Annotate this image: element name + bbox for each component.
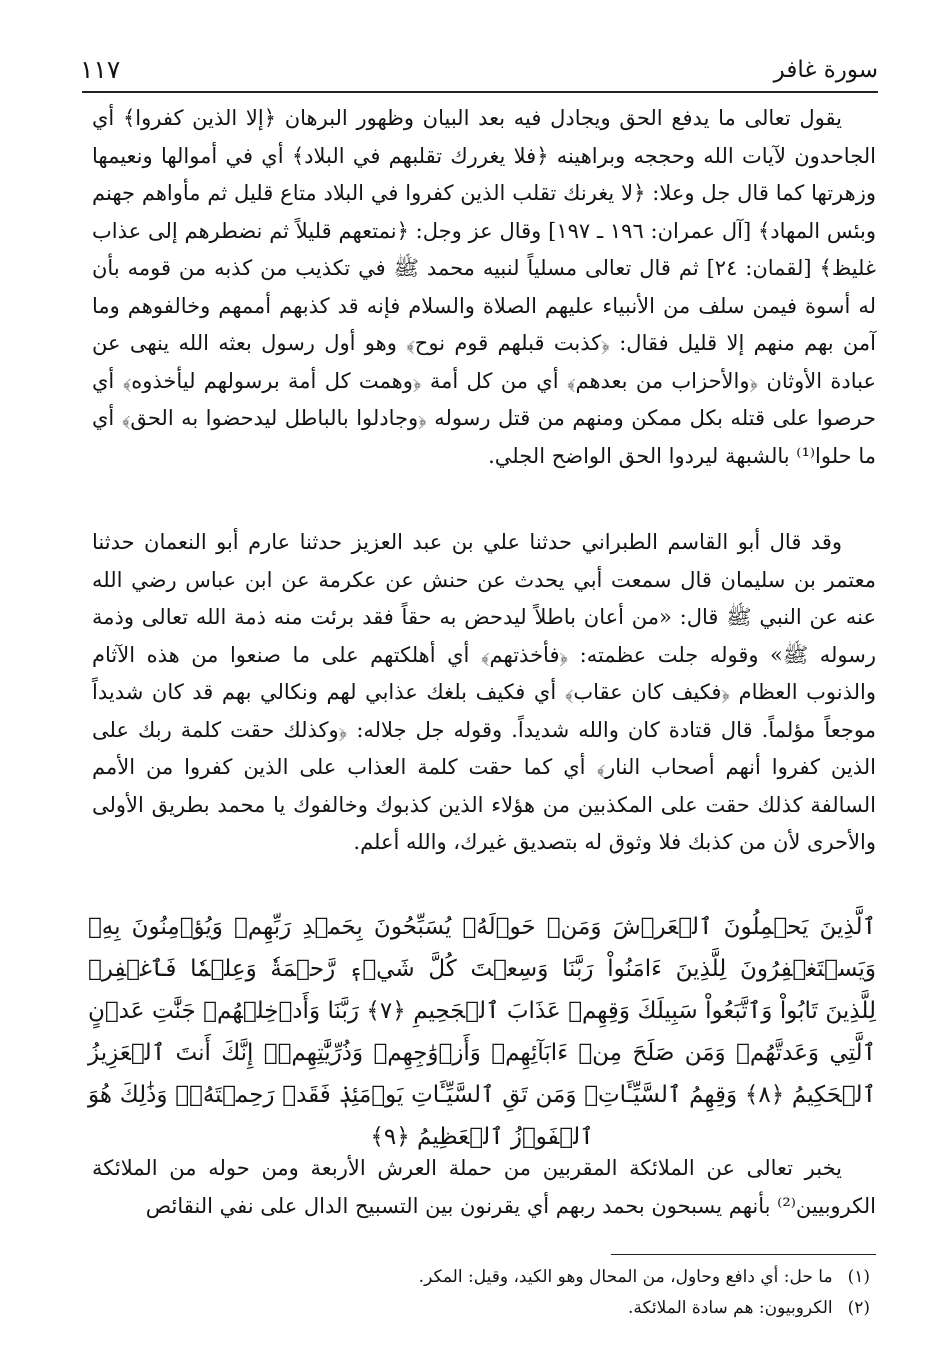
commentary-paragraph-1 <box>92 100 876 475</box>
header-divider <box>82 91 878 93</box>
footnotes <box>92 1262 870 1324</box>
footnote-number: (١) <box>847 1267 870 1287</box>
page-number: ١١٧ <box>80 55 121 84</box>
footnote-divider <box>611 1254 876 1255</box>
footnote-2 <box>92 1293 870 1324</box>
footnote-text: الكروبيون: هم سادة الملائكة. <box>627 1298 833 1318</box>
commentary-paragraph-2 <box>92 524 876 862</box>
quran-verse-block <box>88 906 876 1158</box>
paragraph-text: يقول تعالى ما يدفع الحق ويجادل فيه بعد البيان وظهور البرهان ﴿إلا الذين كفروا﴾ أي الجاحدون لآيات الله وحججه وبراهينه ﴿فلا يغررك تقلبهم في البلاد﴾ أي في أموالها ونعيمها وزهرتها كما قال جل وعلا: ﴿لا يغرنك تقلب الذين كفروا في البلاد متاع قليل ثم مأواهم جهنم وبئس المهاد﴾ [آل عمران: ١٩٦ ـ ١٩٧] وقال عز وجل: ﴿نمتعهم قليلاً ثم نضطرهم إلى عذاب غليظ﴾ [لقمان: ٢٤] ثم قال تعالى مسلياً لنبيه محمد ﷺ في تكذيب من كذبه من قومه بأن له أسوة فيمن سلف من الأنبياء عليهم الصلاة والسلام فإنه قد كذبهم أممهم وخالفوهم وما آمن بهم منهم إلا قليل فقال: ﴿كذبت قبلهم قوم نوح﴾ وهو أول رسول بعثه الله ينهى عن عبادة الأوثان ﴿والأحزاب من بعدهم﴾ أي من كل أمة ﴿وهمت كل أمة برسولهم ليأخذوه﴾ أي حرصوا على قتله بكل ممكن ومنهم من قتل رسوله ﴿وجادلوا بالباطل ليدحضوا به الحق﴾ أي ما حلوا⁽¹⁾ بالشبهة ليردوا الحق الواضح الجلي. <box>92 106 877 468</box>
commentary-paragraph-3 <box>92 1150 876 1225</box>
footnote-number: (٢) <box>847 1298 870 1318</box>
paragraph-text: يخبر تعالى عن الملائكة المقربين من حملة العرش الأربعة ومن حوله من الملائكة الكروبيين⁽²⁾ بأنهم يسبحون بحمد ربهم أي يقرنون بين التسبيح الدال على نفي النقائص <box>92 1156 876 1218</box>
footnote-1 <box>92 1262 870 1293</box>
page-header <box>80 55 878 89</box>
surah-title: سورة غافر <box>773 57 878 83</box>
paragraph-text: وقد قال أبو القاسم الطبراني حدثنا علي بن عبد العزيز حدثنا عارم أبو النعمان حدثنا معتمر بن سليمان قال سمعت أبي يحدث عن حنش عن عكرمة عن ابن عباس رضي الله عنه عن النبي ﷺ قال: «من أعان باطلاً ليدحض به حقاً فقد برئت منه ذمة الله تعالى وذمة رسوله ﷺ» وقوله جلت عظمته: ﴿فأخذتهم﴾ أي أهلكتهم على ما صنعوا من هذه الآثام والذنوب العظام ﴿فكيف كان عقاب﴾ أي فكيف بلغك عذابي لهم ونكالي بهم قد كان شديداً موجعاً مؤلماً. قال قتادة كان والله شديداً. وقوله جل جلاله: ﴿وكذلك حقت كلمة ربك على الذين كفروا أنهم أصحاب النار﴾ أي كما حقت كلمة العذاب على الذين كفروا من الأمم السالفة كذلك حقت على المكذبين من هؤلاء الذين كذبوك وخالفوك يا محمد بطريق الأولى والأحرى لأن من كذبك فلا وثوق له بتصديق غيرك، والله أعلم. <box>92 530 876 854</box>
footnote-text: ما حل: أي دافع وحاول، من المحال وهو الكيد، وقيل: المكر. <box>418 1267 833 1287</box>
verse-text: ٱلَّذِينَ يَحۡمِلُونَ ٱلۡعَرۡشَ وَمَنۡ حَوۡلَهُۥ يُسَبِّحُونَ بِحَمۡدِ رَبِّهِمۡ وَيُؤۡمِنُونَ بِهِۦ وَيَسۡتَغۡفِرُونَ لِلَّذِينَ ءَامَنُواْ رَبَّنَا وَسِعۡتَ كُلَّ شَيۡءٖ رَّحۡمَةٗ وَعِلۡمٗا فَٱغۡفِرۡ لِلَّذِينَ تَابُواْ وَٱتَّبَعُواْ سَبِيلَكَ وَقِهِمۡ عَذَابَ ٱلۡجَحِيمِ ﴿٧﴾ رَبَّنَا وَأَدۡخِلۡهُمۡ جَنَّٰتِ عَدۡنٍ ٱلَّتِي وَعَدتَّهُمۡ وَمَن صَلَحَ مِنۡ ءَابَآئِهِمۡ وَأَزۡوَٰجِهِمۡ وَذُرِّيَّٰتِهِمۡۚ إِنَّكَ أَنتَ ٱلۡعَزِيزُ ٱلۡحَكِيمُ ﴿٨﴾ وَقِهِمُ ٱلسَّيِّـَٔاتِۚ وَمَن تَقِ ٱلسَّيِّـَٔاتِ يَوۡمَئِذٖ فَقَدۡ رَحِمۡتَهُۥۚ وَذَٰلِكَ هُوَ ٱلۡفَوۡزُ ٱلۡعَظِيمُ ﴿٩﴾ <box>88 914 876 1150</box>
